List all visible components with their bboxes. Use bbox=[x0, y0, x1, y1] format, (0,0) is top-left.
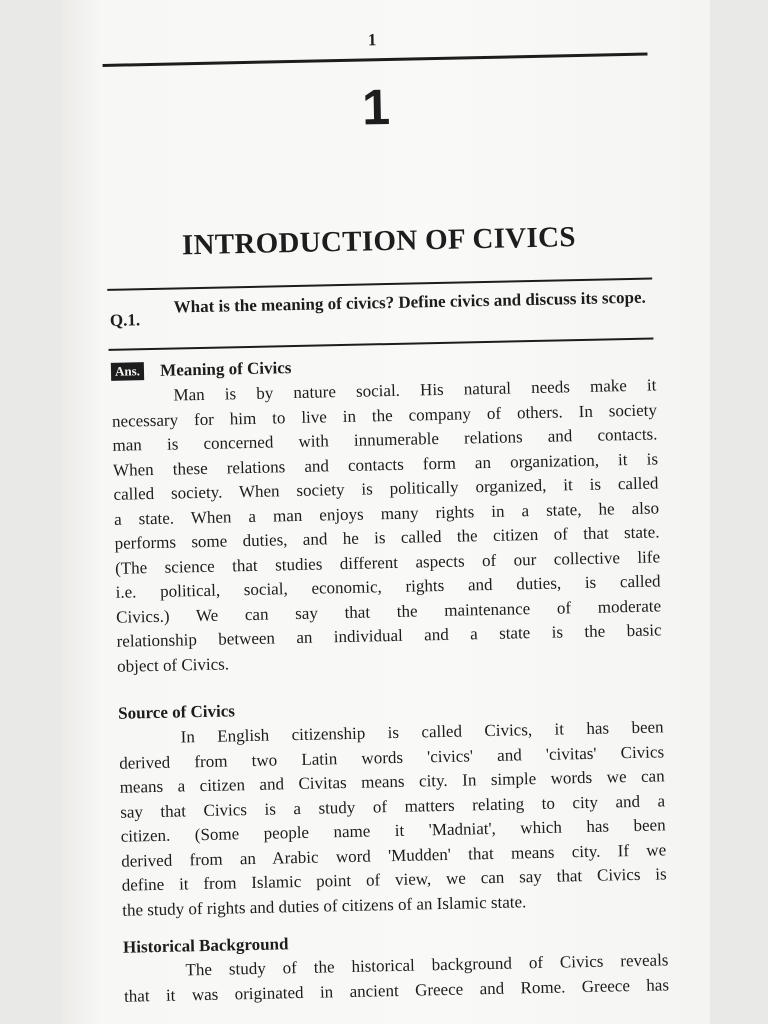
text-line: man is concerned with innumerable relations and contacts. bbox=[112, 424, 658, 455]
answer-label: Ans. bbox=[111, 362, 144, 381]
text-line: The study of the historical background of Civics reveals bbox=[185, 950, 669, 980]
text-line: relationship between an individual and a state is the basic bbox=[116, 620, 662, 651]
text-line: the study of rights and duties of citizens of an Islamic state. bbox=[122, 891, 527, 920]
text-line: necessary for him to live in the company of others. In society bbox=[111, 399, 658, 431]
section-heading-meaning: Meaning of Civics bbox=[159, 358, 292, 380]
top-rule bbox=[103, 53, 648, 67]
section-heading-source: Source of Civics bbox=[117, 701, 236, 723]
text-line: derived from an Arabic word 'Mudden' that means city. If we bbox=[121, 839, 667, 871]
section-body-meaning bbox=[111, 373, 662, 678]
text-line: (The science that studies different aspects of our collective life bbox=[114, 546, 661, 578]
text-line: i.e. political, social, economic, rights and duties, is called bbox=[115, 571, 661, 602]
text-line: say that Civics is a study of matters relating to city and a bbox=[120, 790, 666, 822]
text-line: means a citizen and Civitas means city. In simple words we can bbox=[119, 766, 665, 797]
text-line: object of Civics. bbox=[116, 653, 230, 676]
page-number: 1 bbox=[367, 30, 377, 50]
chapter-number: 1 bbox=[361, 78, 391, 136]
question-text: What is the meaning of civics? Define civics and discuss its scope. bbox=[173, 287, 646, 317]
section-body-source bbox=[118, 715, 667, 922]
question-rule-bottom bbox=[109, 337, 654, 350]
section-heading-historical: Historical Background bbox=[122, 934, 289, 957]
text-line: define it from Islamic point of view, we can say that Civics is bbox=[121, 864, 667, 895]
text-line: that it was originated in ancient Greece and Rome. Greece has bbox=[123, 974, 670, 1006]
book-page bbox=[62, 0, 710, 1024]
text-line: Civics.) We can say that the maintenance of moderate bbox=[115, 595, 662, 627]
chapter-title: INTRODUCTION OF CIVICS bbox=[181, 221, 577, 262]
text-line: a state. When a man enjoys many rights in a state, he also bbox=[113, 497, 660, 529]
text-line: citizen. (Some people name it 'Madniat', which has been bbox=[120, 815, 666, 846]
text-line: derived from two Latin words 'civics' and 'civitas' Civics bbox=[118, 741, 665, 773]
section-body-historical bbox=[123, 948, 669, 1008]
text-line: When these relations and contacts form an organization, it is bbox=[112, 448, 659, 480]
text-line: Man is by nature social. His natural needs make it bbox=[173, 375, 657, 405]
text-line: performs some duties, and he is called the citizen of that state. bbox=[114, 522, 660, 553]
question-number: Q.1. bbox=[109, 310, 141, 330]
page-content bbox=[101, 0, 682, 1024]
text-line: called society. When society is politically organized, it is called bbox=[113, 473, 659, 504]
text-line: In English citizenship is called Civics, it has been bbox=[180, 717, 664, 747]
